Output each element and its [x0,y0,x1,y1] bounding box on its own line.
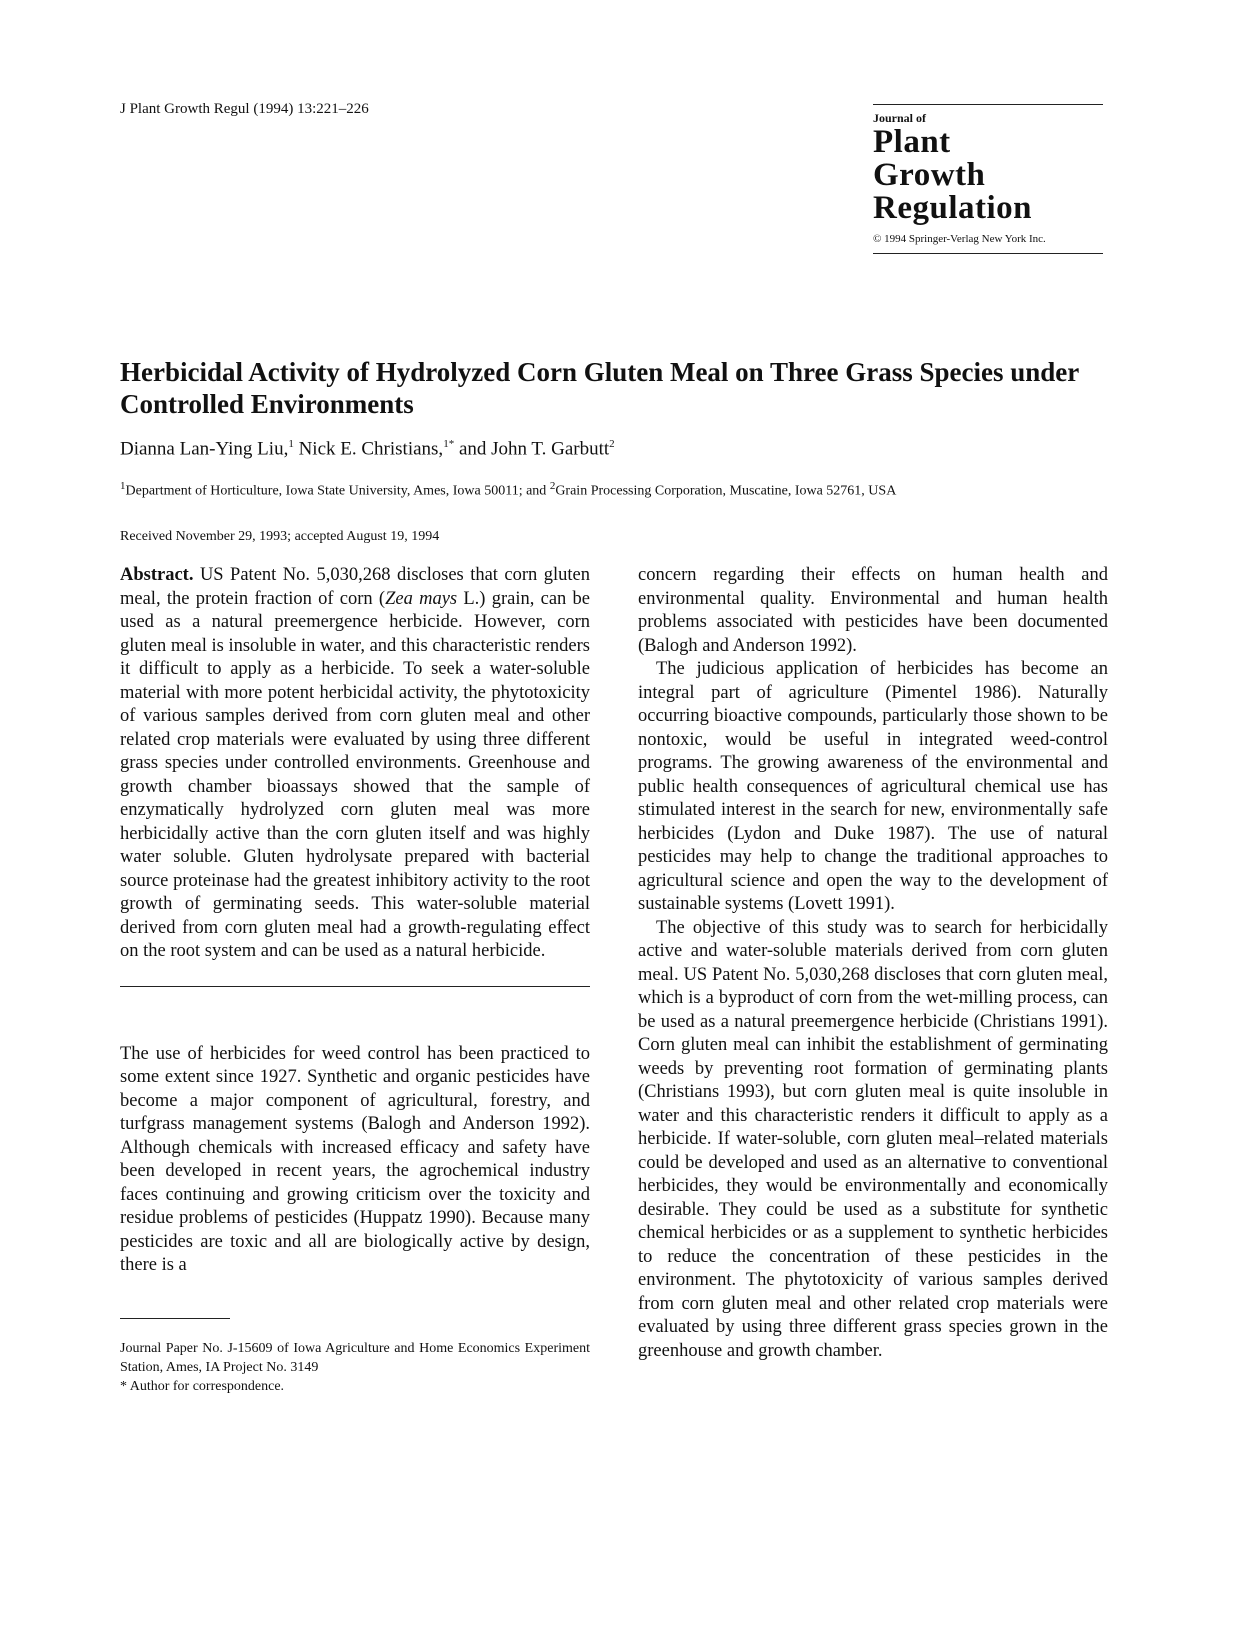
affiliation-text: Grain Processing Corporation, Muscatine, Iowa 52761, USA [555,483,897,499]
left-column [120,564,590,1396]
logo-journal-of: Journal of [873,111,927,125]
body-paragraph: The objective of this study was to search for herbicidally active and water-soluble materials derived from corn gluten meal. US Patent No. 5,030,268 discloses that corn gluten meal, which is a byproduct of corn from the wet-milling process, can be used as a natural preemergence herbicide (Christians 1991). Corn gluten meal can inhibit the establishment of germinating weeds by preventing root formation of germinating plants (Christians 1993), but corn gluten meal is quite insoluble in water and this characteristic renders it difficult to apply as a herbicide. If water-soluble, corn gluten meal–related materials could be developed and used as an alternative to conventional herbicides, they would be environmentally and economically desirable. They could be used as a substitute for synthetic chemical herbicides or as a supplement to synthetic herbicides to reduce the concentration of these pesticides in the environment. The phytotoxicity of various samples derived from corn gluten meal and other related crop materials were evaluated by using three different grass species grown in the greenhouse and growth chamber. [638,917,1108,1361]
author-affiliation-mark: 2 [609,438,615,450]
abstract-divider [120,986,590,987]
logo-word-plant: Plant [873,124,951,160]
affiliation [120,477,1120,501]
author-name: and John T. Garbutt [454,438,610,460]
right-column [638,564,1108,1363]
affiliation-mark: 2 [549,480,556,492]
abstract [120,564,590,964]
footnote-divider [120,1318,230,1319]
logo-word-growth: Growth [873,157,986,193]
affiliation-mark: 1 [120,480,126,492]
logo-bottom-rule [873,253,1103,254]
author-affiliation-mark: 1* [443,438,455,450]
body-paragraph: The judicious application of herbicides has become an integral part of agriculture (Pimentel 1986). Naturally occurring bioactive compounds, particularly those shown to be nontoxic, would be useful in integrated weed-control programs. The growing awareness of the environmental and public health consequences of agricultural chemical use has stimulated interest in the search for new, environmentally safe herbicides (Lydon and Duke 1987). The use of natural pesticides may help to change the traditional approaches to agricultural science and open the way to the development of sustainable systems (Lovett 1991). [638,659,1108,914]
footnotes [120,1339,590,1396]
abstract-label: Abstract. [120,565,194,585]
logo-top-rule [873,104,1103,105]
abstract-text: L.) grain, can be used as a natural preemergence herbicide. However, corn gluten meal is insoluble in water, and this characteristic renders it difficult to apply as a herbicide. To seek a water-soluble material with more potent herbicidal activity, the phytotoxicity of various samples derived from corn gluten meal and other related crop materials were evaluated by using three different grass species under controlled environments. Greenhouse and growth chamber bioassays showed that the sample of enzymatically hydrolyzed corn gluten meal was more herbicidally active than the corn gluten itself and was highly water soluble. Gluten hydrolysate prepared with bacterial source proteinase had the greatest inhibitory activity to the root growth of germinating seeds. This water-soluble material derived from corn gluten meal had a growth-regulating effect on the root system and can be used as a natural herbicide. [120,588,591,961]
running-head-citation: J Plant Growth Regul (1994) 13:221–226 [120,101,369,117]
body-paragraph: The use of herbicides for weed control has been practiced to some extent since 1927. Synthetic and organic pesticides have become a major component of agricultural, forestry, and turfgrass management systems (Balogh and Anderson 1992). Although chemicals with increased efficacy and safety have been developed in recent years, the agrochemical industry faces continuing and growing criticism over the toxicity and residue problems of pesticides (Huppatz 1990). Because many pesticides are toxic and all are biologically active by design, there is a [120,1043,590,1275]
logo-copyright: © 1994 Springer-Verlag New York Inc. [873,233,1046,245]
author-name: Nick E. Christians, [293,438,444,460]
article-title: Herbicidal Activity of Hydrolyzed Corn Gluten Meal on Three Grass Species under Controlled Environments [120,357,1079,419]
abstract-species-name: Zea mays [385,588,458,609]
received-dates: Received November 29, 1993; accepted August 19, 1994 [120,529,440,544]
abstract-text: US Patent No. 5,030,268 discloses that corn gluten meal, the protein fraction of corn ( [120,565,590,609]
logo-word-regulation: Regulation [873,190,1033,226]
author-list [120,438,615,460]
journal-logo [873,104,1103,254]
body-paragraph: concern regarding their effects on human health and environmental quality. Environmental and human health problems associated with pesticides have been documented (Balogh and Anderson 1992). [638,565,1108,656]
author-name: Dianna Lan-Ying Liu, [120,438,289,460]
footnote-journal-paper: Journal Paper No. J-15609 of Iowa Agriculture and Home Economics Experiment Station, Ames, IA Project No. 3149 [120,1340,590,1375]
footnote-correspondence: * Author for correspondence. [120,1378,285,1394]
affiliation-text: Department of Horticulture, Iowa State University, Ames, Iowa 50011; and [125,483,550,499]
author-affiliation-mark: 1 [288,438,294,450]
